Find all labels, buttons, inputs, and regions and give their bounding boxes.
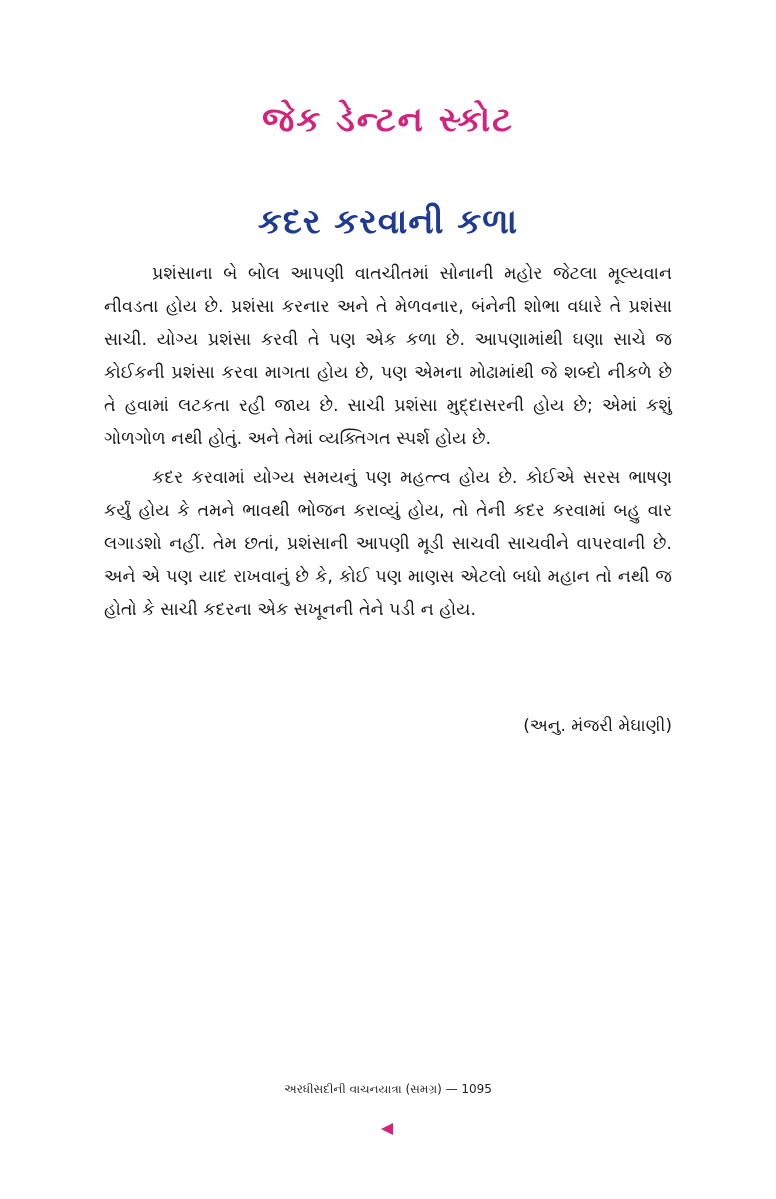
translator-credit: (અનુ. મંજરી મેઘાણી) (523, 716, 672, 736)
article-title: કદર કરવાની કળા (257, 202, 519, 242)
article-body (104, 258, 672, 633)
page-footer: અરધીસદીની વાચનયાત્રા (સમગ્ર) — 1095 (284, 1082, 492, 1096)
back-arrow-icon[interactable] (381, 1123, 393, 1135)
paragraph-2: કદર કરવામાં યોગ્ય સમયનું પણ મહત્ત્વ હોય છે. કોઈએ સરસ ભાષણ કર્યું હોય કે તમને ભાવથી ભોજન કરાવ્યું હોય, તો તેની કદર કરવામાં બહુ વાર લગાડશો નહીં. તેમ છતાં, પ્રશંસાની આપણી મૂડી સાચવી સાચવીને વાપરવાની છે. અને એ પણ યાદ રાખવાનું છે કે, કોઈ પણ માણસ એટલો બધો મહાન તો નથી જ હોતો કે સાચી કદરના એક સખૂનની તેને પડી ન હોય. (104, 468, 672, 620)
author-name: જેક ડેન્ટન સ્કોટ (262, 100, 514, 140)
paragraph-1: પ્રશંસાના બે બોલ આપણી વાતચીતમાં સોનાની મહોર જેટલા મૂલ્યવાન નીવડતા હોય છે. પ્રશંસા કરનાર અને તે મેળવનાર, બંનેની શોભા વધારે તે પ્રશંસા સાચી. યોગ્ય પ્રશંસા કરવી તે પણ એક કળા છે. આપણામાંથી ઘણા સાચે જ કોઈકની પ્રશંસા કરવા માગતા હોય છે, પણ એમના મોઢામાંથી જે શબ્દો નીકળે છે તે હવામાં લટકતા રહી જાય છે. સાચી પ્રશંસા મુદ્દાસરની હોય છે; એમાં કશું ગોળગોળ નથી હોતું. અને તેમાં વ્યક્તિગત સ્પર્શ હોય છે. (104, 264, 672, 449)
